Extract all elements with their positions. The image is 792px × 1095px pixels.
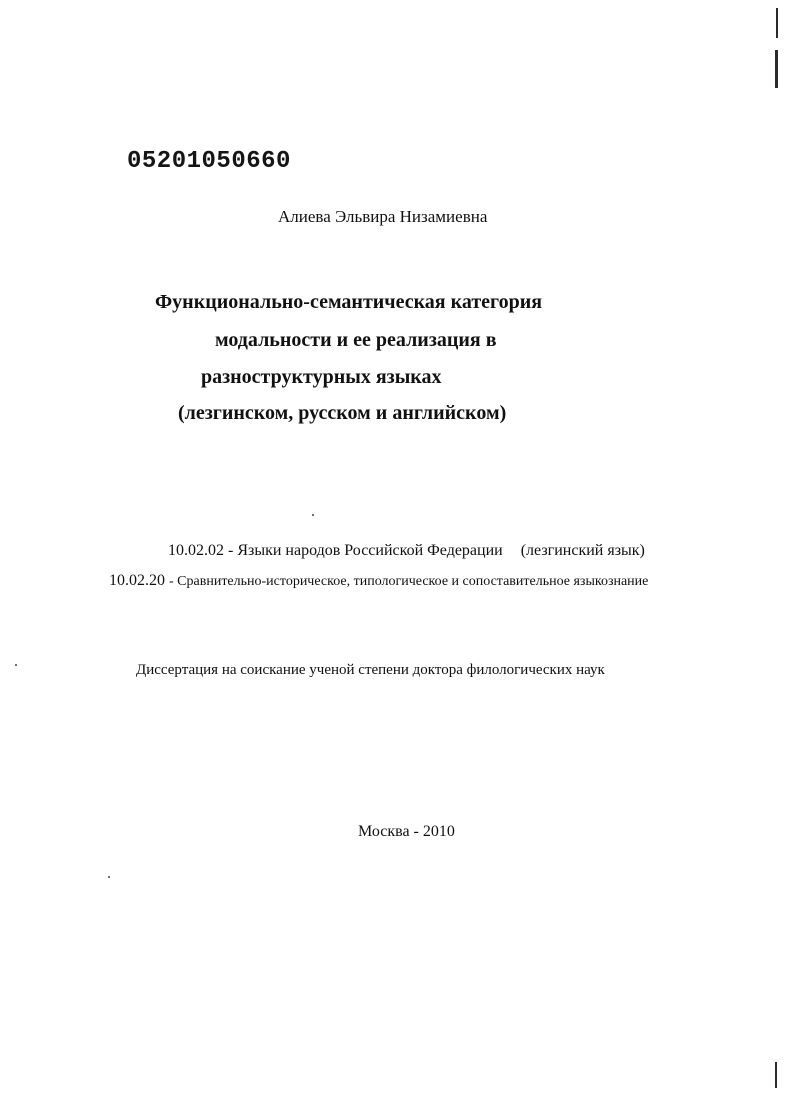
scan-artifact-dot: [15, 664, 17, 666]
scan-artifact-dot: [312, 514, 314, 516]
scan-artifact-mark: [775, 50, 778, 88]
title-line-3: разноструктурных языках: [201, 366, 442, 388]
author-name: Алиева Эльвира Низамиевна: [278, 207, 488, 226]
specialty-1: [168, 542, 645, 560]
specialty-2-code: 10.02.20: [109, 572, 165, 589]
specialty-1-code: 10.02.02: [168, 542, 224, 559]
specialty-separator: -: [228, 542, 238, 559]
specialty-2-name: Сравнительно-историческое, типологическое и сопоставительное языкознание: [177, 574, 649, 589]
city-year: Москва - 2010: [358, 823, 455, 840]
specialty-1-name: Языки народов Российской Федерации: [237, 542, 503, 559]
scan-artifact-mark: [775, 1062, 777, 1088]
title-line-1: Функционально-семантическая категория: [155, 291, 543, 313]
specialty-1-note: (лезгинский язык): [520, 542, 645, 559]
degree-statement: Диссертация на соискание ученой степени доктора филологических наук: [136, 662, 605, 678]
scan-artifact-dot: [108, 876, 110, 878]
scan-artifact-mark: [776, 8, 778, 38]
specialty-separator: -: [169, 574, 178, 589]
archive-stamp-number: 05201050660: [127, 148, 291, 175]
title-line-4: (лезгинском, русском и английском): [178, 402, 507, 424]
specialty-2: [109, 572, 648, 590]
title-line-2: модальности и ее реализация в: [215, 329, 497, 351]
